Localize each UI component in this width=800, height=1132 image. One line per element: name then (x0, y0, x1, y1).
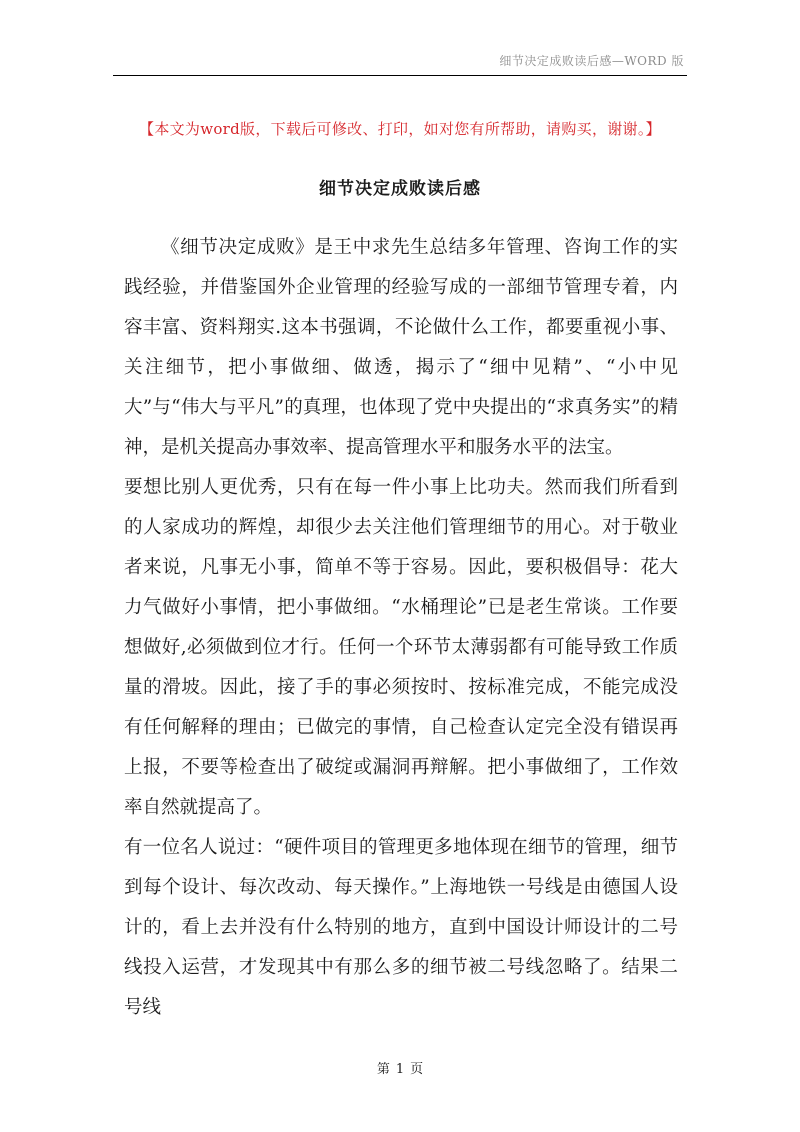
body-paragraph: 要想比别人更优秀，只有在每一件小事上比功夫。然而我们所看到的人家成功的辉煌，却很少去关注他们管理细节的用心。对于敬业者来说，凡事无小事，简单不等于容易。因此，要积极倡导：花大力气做好小事情，把小事做细。“水桶理论”已是老生常谈。工作要想做好,必须做到位才行。任何一个环节太薄弱都有可能导致工作质量的滑坡。因此，接了手的事必须按时、按标准完成，不能完成没有任何解释的理由；已做完的事情，自己检查认定完全没有错误再上报，不要等检查出了破绽或漏洞再辩解。把小事做细了，工作效率自然就提高了。 (124, 477, 678, 818)
body-paragraph: 《细节决定成败》是王中求先生总结多年管理、咨询工作的实践经验，并借鉴国外企业管理的经验写成的一部细节管理专着，内容丰富、资料翔实.这本书强调，不论做什么工作，都要重视小事、关注细节，把小事做细、做透，揭示了“细中见精”、“小中见大”与“伟大与平凡”的真理，也体现了党中央提出的“求真务实”的精神，是机关提高办事效率、提高管理水平和服务水平的法宝。 (124, 237, 678, 458)
header-divider (113, 75, 687, 76)
download-notice: 【本文为word版，下载后可修改、打印，如对您有所帮助，请购买，谢谢。】 (139, 120, 661, 138)
page-number: 1 (395, 1062, 405, 1077)
page-label-prefix: 第 (376, 1062, 390, 1077)
page-label-suffix: 页 (410, 1062, 424, 1077)
page-footer (0, 1058, 800, 1077)
document-title: 细节决定成败读后感 (319, 179, 481, 199)
document-body (124, 228, 678, 1028)
body-paragraph: 有一位名人说过：“硬件项目的管理更多地体现在细节的管理，细节到每个设计、每次改动、每天操作。”上海地铁一号线是由德国人设计的，看上去并没有什么特别的地方，直到中国设计师设计的二号线投入运营，才发现其中有那么多的细节被二号线忽略了。结果二号线 (124, 837, 678, 1018)
running-header: 细节决定成败读后感—WORD 版 (499, 54, 684, 68)
